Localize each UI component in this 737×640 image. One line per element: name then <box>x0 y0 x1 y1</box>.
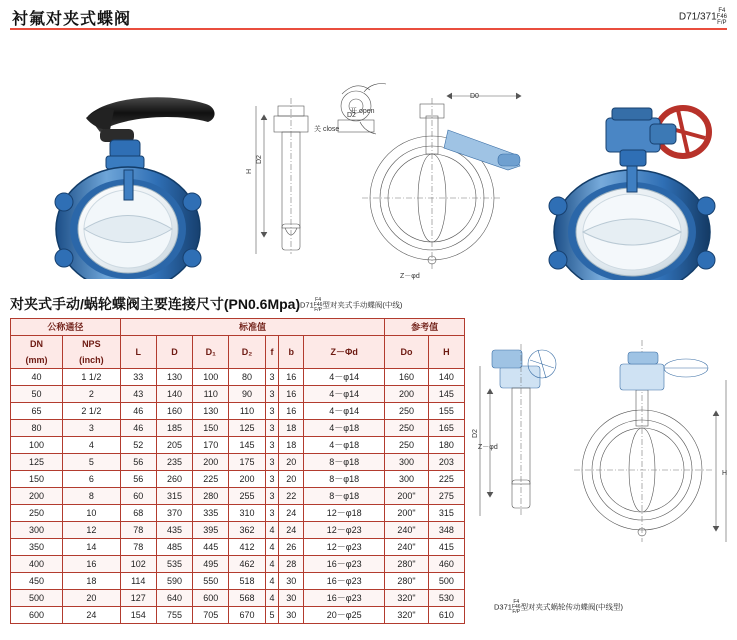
table-cell: 280" <box>385 573 428 590</box>
table-cell: 200 <box>193 454 229 471</box>
table-row <box>11 471 465 488</box>
group-header-reference: 参考值 <box>385 319 465 336</box>
table-row <box>11 437 465 454</box>
table-cell: 145 <box>428 386 464 403</box>
table-cell: 300 <box>385 454 428 471</box>
table-cell: 250 <box>385 420 428 437</box>
table-cell: 180 <box>428 437 464 454</box>
col-header-dn <box>11 336 63 369</box>
table-cell: 100 <box>193 369 229 386</box>
table-cell: 6 <box>63 471 121 488</box>
table-cell: 240" <box>385 539 428 556</box>
figure2-caption <box>300 298 402 313</box>
table-cell: 225 <box>193 471 229 488</box>
table-cell: 260 <box>156 471 192 488</box>
table-cell: 102 <box>120 556 156 573</box>
table-cell: 78 <box>120 539 156 556</box>
table-cell: 415 <box>428 539 464 556</box>
table-cell: 250 <box>385 437 428 454</box>
label-d2-bottom: D2 <box>472 429 479 438</box>
table-cell: 16 <box>279 386 304 403</box>
label-close: 关 close <box>314 126 340 133</box>
table-row <box>11 420 465 437</box>
table-cell: 535 <box>156 556 192 573</box>
table-cell: 2 1/2 <box>63 403 121 420</box>
table-cell: 3 <box>265 403 279 420</box>
table-cell: 3 <box>265 454 279 471</box>
table-cell: 127 <box>120 590 156 607</box>
table-cell: 14 <box>63 539 121 556</box>
table-cell: 5 <box>63 454 121 471</box>
table-cell: 52 <box>120 437 156 454</box>
table-cell: 275 <box>428 488 464 505</box>
table-group-header-row <box>11 319 465 336</box>
table-cell: 550 <box>193 573 229 590</box>
table-cell: 3 <box>63 420 121 437</box>
table-cell: 12－φ23 <box>304 522 385 539</box>
table-row <box>11 505 465 522</box>
group-header-nominal: 公称通径 <box>11 319 121 336</box>
label-z-phi-d-bottom: Z－φd <box>478 444 498 451</box>
table-cell: 30 <box>279 590 304 607</box>
table-row <box>11 607 465 624</box>
figure2-frac-top: F4 <box>315 297 321 303</box>
table-column-header-row <box>11 336 465 369</box>
table-cell: 200 <box>385 386 428 403</box>
model-code-frac-bottom: F/P <box>717 20 727 26</box>
page-title: 衬氟对夹式蝶阀 <box>12 11 132 28</box>
table-cell: 4 <box>265 573 279 590</box>
table-row <box>11 522 465 539</box>
table-cell: 4－φ14 <box>304 386 385 403</box>
figure4-frac-top: F4 <box>513 599 520 605</box>
table-cell: 114 <box>120 573 156 590</box>
col-header-l: L <box>120 336 156 369</box>
table-cell: 4－φ14 <box>304 403 385 420</box>
table-cell: 12－φ18 <box>304 505 385 522</box>
table-cell: 450 <box>11 573 63 590</box>
col-header-nps-bottom: (inch) <box>79 355 104 365</box>
table-cell: 80 <box>229 369 265 386</box>
table-cell: 100 <box>11 437 63 454</box>
table-cell: 65 <box>11 403 63 420</box>
table-cell: 300 <box>385 471 428 488</box>
table-cell: 530 <box>428 590 464 607</box>
col-header-d1: D₁ <box>193 336 229 369</box>
table-cell: 200 <box>11 488 63 505</box>
table-cell: 10 <box>63 505 121 522</box>
table-cell: 150 <box>11 471 63 488</box>
figure2-caption-prefix: D71 <box>300 300 314 310</box>
table-cell: 110 <box>193 386 229 403</box>
table-cell: 90 <box>229 386 265 403</box>
table-cell: 110 <box>229 403 265 420</box>
model-code-prefix: D71/371 <box>678 11 717 23</box>
table-row <box>11 590 465 607</box>
table-cell: 130 <box>193 403 229 420</box>
table-cell: 56 <box>120 454 156 471</box>
table-cell: 200" <box>385 488 428 505</box>
table-cell: 16 <box>63 556 121 573</box>
table-cell: 200 <box>229 471 265 488</box>
table-cell: 140 <box>156 386 192 403</box>
table-cell: 30 <box>279 573 304 590</box>
table-cell: 485 <box>156 539 192 556</box>
label-open: 开 open <box>350 108 375 115</box>
section-title: 对夹式手动/蜗轮蝶阀主要连接尺寸(PN0.6Mpa) <box>10 296 301 312</box>
col-header-f: f <box>265 336 279 369</box>
table-cell: 250 <box>385 403 428 420</box>
table-cell: 670 <box>229 607 265 624</box>
table-cell: 145 <box>229 437 265 454</box>
label-h-vertical: H <box>246 168 253 174</box>
table-cell: 125 <box>229 420 265 437</box>
table-cell: 3 <box>265 488 279 505</box>
group-header-standard: 标准值 <box>120 319 385 336</box>
table-cell: 130 <box>156 369 192 386</box>
table-cell: 20 <box>279 454 304 471</box>
table-cell: 5 <box>265 607 279 624</box>
table-cell: 18 <box>279 420 304 437</box>
table-cell: 68 <box>120 505 156 522</box>
table-cell: 60 <box>120 488 156 505</box>
table-cell: 4 <box>265 539 279 556</box>
table-cell: 33 <box>120 369 156 386</box>
table-cell: 335 <box>193 505 229 522</box>
manual-valve-technical-drawing <box>252 58 527 273</box>
spec-table <box>10 318 465 624</box>
table-row <box>11 403 465 420</box>
table-cell: 4－φ18 <box>304 420 385 437</box>
table-cell: 8－φ18 <box>304 471 385 488</box>
table-cell: 140 <box>428 369 464 386</box>
table-cell: 4 <box>265 556 279 573</box>
table-cell: 3 <box>265 471 279 488</box>
label-z-phi-d: Z－φd <box>400 273 420 280</box>
table-cell: 185 <box>156 420 192 437</box>
table-cell: 3 <box>265 369 279 386</box>
table-cell: 4 <box>265 590 279 607</box>
figure2-frac-mid: F46 <box>313 302 323 308</box>
model-code-frac-mid: F46 <box>716 14 727 20</box>
figure4-caption-suffix: 型对夹式蜗轮传动蝶阀(中线型) <box>520 602 624 612</box>
gear-valve-technical-drawing <box>470 320 735 590</box>
table-cell: 28 <box>279 556 304 573</box>
table-cell: 22 <box>279 488 304 505</box>
table-cell: 310 <box>229 505 265 522</box>
table-cell: 3 <box>265 386 279 403</box>
figure-manual-valve-drawing <box>252 58 527 273</box>
table-cell: 20 <box>279 471 304 488</box>
table-row <box>11 556 465 573</box>
table-cell: 150 <box>193 420 229 437</box>
col-header-do: Do <box>385 336 428 369</box>
table-cell: 24 <box>279 522 304 539</box>
table-row <box>11 539 465 556</box>
table-cell: 495 <box>193 556 229 573</box>
table-cell: 3 <box>265 437 279 454</box>
table-cell: 46 <box>120 420 156 437</box>
table-cell: 155 <box>428 403 464 420</box>
table-cell: 4－φ14 <box>304 369 385 386</box>
table-row <box>11 573 465 590</box>
table-cell: 3 <box>265 505 279 522</box>
table-cell: 16 <box>279 403 304 420</box>
spec-table-wrap <box>10 318 465 624</box>
figure-gear-valve-photo <box>540 80 730 280</box>
table-cell: 280 <box>193 488 229 505</box>
table-cell: 16 <box>279 369 304 386</box>
table-cell: 40 <box>11 369 63 386</box>
col-header-dn-top: DN <box>30 339 43 349</box>
table-cell: 250 <box>11 505 63 522</box>
figure4-caption-fraction <box>512 600 521 615</box>
table-cell: 240" <box>385 522 428 539</box>
table-cell: 160 <box>156 403 192 420</box>
table-cell: 26 <box>279 539 304 556</box>
figure4-caption-prefix: D371 <box>494 602 512 612</box>
table-cell: 4 <box>63 437 121 454</box>
table-cell: 30 <box>279 607 304 624</box>
table-cell: 203 <box>428 454 464 471</box>
table-cell: 445 <box>193 539 229 556</box>
table-cell: 600 <box>193 590 229 607</box>
table-cell: 280" <box>385 556 428 573</box>
col-header-b: b <box>279 336 304 369</box>
table-cell: 705 <box>193 607 229 624</box>
table-cell: 235 <box>156 454 192 471</box>
label-d2-vertical: D2 <box>256 155 263 164</box>
col-header-dn-bottom: (mm) <box>25 355 48 365</box>
table-cell: 462 <box>229 556 265 573</box>
table-cell: 160 <box>385 369 428 386</box>
spec-table-body <box>11 369 465 624</box>
table-cell: 600 <box>11 607 63 624</box>
table-cell: 435 <box>156 522 192 539</box>
table-row <box>11 454 465 471</box>
table-cell: 18 <box>63 573 121 590</box>
figure2-frac-bottom: F/P <box>314 307 322 313</box>
table-cell: 16－φ23 <box>304 573 385 590</box>
table-cell: 46 <box>120 403 156 420</box>
figure-gear-valve-drawing <box>470 320 735 610</box>
figure4-frac-bottom: F/P <box>512 609 521 615</box>
table-cell: 400 <box>11 556 63 573</box>
table-cell: 348 <box>428 522 464 539</box>
table-cell: 56 <box>120 471 156 488</box>
table-cell: 170 <box>193 437 229 454</box>
manual-valve-illustration <box>48 74 233 279</box>
table-cell: 8 <box>63 488 121 505</box>
label-d0: D0 <box>470 93 479 100</box>
table-cell: 78 <box>120 522 156 539</box>
table-cell: 175 <box>229 454 265 471</box>
table-cell: 4－φ18 <box>304 437 385 454</box>
table-row <box>11 488 465 505</box>
header-divider <box>10 28 727 30</box>
table-cell: 610 <box>428 607 464 624</box>
table-cell: 518 <box>229 573 265 590</box>
table-cell: 20 <box>63 590 121 607</box>
table-cell: 24 <box>63 607 121 624</box>
table-cell: 395 <box>193 522 229 539</box>
table-cell: 4 <box>265 522 279 539</box>
table-cell: 18 <box>279 437 304 454</box>
table-cell: 50 <box>11 386 63 403</box>
model-code-frac-top: F4 <box>718 8 726 14</box>
figure4-caption <box>494 600 623 615</box>
table-cell: 200" <box>385 505 428 522</box>
table-cell: 16－φ23 <box>304 556 385 573</box>
col-header-h: H <box>428 336 464 369</box>
table-cell: 300 <box>11 522 63 539</box>
table-cell: 640 <box>156 590 192 607</box>
col-header-nps-top: NPS <box>82 339 101 349</box>
table-cell: 80 <box>11 420 63 437</box>
table-cell: 255 <box>229 488 265 505</box>
table-cell: 500 <box>11 590 63 607</box>
table-cell: 205 <box>156 437 192 454</box>
table-cell: 12－φ23 <box>304 539 385 556</box>
table-cell: 370 <box>156 505 192 522</box>
table-cell: 315 <box>428 505 464 522</box>
table-cell: 1 1/2 <box>63 369 121 386</box>
table-cell: 315 <box>156 488 192 505</box>
model-code-fraction <box>717 8 727 26</box>
table-cell: 500 <box>428 573 464 590</box>
figure2-caption-suffix: 型对夹式手动蝶阀(中线) <box>322 300 403 310</box>
table-cell: 125 <box>11 454 63 471</box>
table-cell: 8－φ18 <box>304 454 385 471</box>
table-cell: 3 <box>265 420 279 437</box>
gear-valve-illustration <box>540 80 730 280</box>
model-code <box>679 8 727 26</box>
table-cell: 590 <box>156 573 192 590</box>
table-cell: 568 <box>229 590 265 607</box>
table-row <box>11 369 465 386</box>
table-row <box>11 386 465 403</box>
col-header-zd: Z－Φd <box>304 336 385 369</box>
col-header-d: D <box>156 336 192 369</box>
table-cell: 755 <box>156 607 192 624</box>
table-cell: 2 <box>63 386 121 403</box>
table-cell: 8－φ18 <box>304 488 385 505</box>
table-cell: 225 <box>428 471 464 488</box>
table-cell: 412 <box>229 539 265 556</box>
page-header <box>0 0 737 32</box>
table-cell: 320" <box>385 590 428 607</box>
table-cell: 320" <box>385 607 428 624</box>
col-header-nps <box>63 336 121 369</box>
table-cell: 24 <box>279 505 304 522</box>
table-cell: 16－φ23 <box>304 590 385 607</box>
table-cell: 350 <box>11 539 63 556</box>
table-cell: 460 <box>428 556 464 573</box>
table-cell: 43 <box>120 386 156 403</box>
label-h-bottom: H <box>722 470 728 477</box>
spec-table-head <box>11 319 465 369</box>
label-d2: D2 <box>347 112 356 119</box>
figure4-frac-mid: F46 <box>511 604 521 610</box>
table-cell: 154 <box>120 607 156 624</box>
col-header-d2: D₂ <box>229 336 265 369</box>
figure-manual-valve-photo <box>48 74 233 279</box>
table-cell: 20－φ25 <box>304 607 385 624</box>
table-cell: 12 <box>63 522 121 539</box>
table-cell: 362 <box>229 522 265 539</box>
table-cell: 165 <box>428 420 464 437</box>
